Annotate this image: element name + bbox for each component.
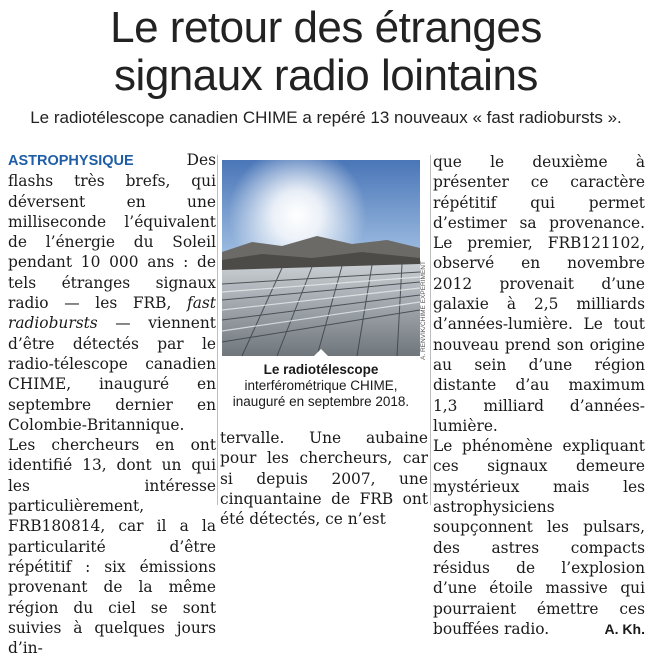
subhead: Le radiotélescope canadien CHIME a repéré 13 nouveaux « fast radiobursts ». xyxy=(30,108,622,127)
column-rule-1 xyxy=(217,155,218,505)
caption-line-3: inauguré en septembre 2018. xyxy=(232,394,410,409)
column-3 xyxy=(433,152,645,639)
kicker: ASTROPHYSIQUE xyxy=(8,153,134,169)
column-3-paragraph-2 xyxy=(433,436,645,639)
column-2 xyxy=(220,428,428,529)
photo-credit: A. RENVIK/CHIME EXPERIMENT xyxy=(420,261,427,360)
column-1-italic: fast radiobursts xyxy=(8,294,216,333)
signature: A. Kh. xyxy=(604,620,645,637)
caption-title: Le radiotélescope xyxy=(263,362,379,377)
column-1-text: Des flashs très brefs, qui déversent en une milliseconde l’équivalent de l’énergie du Soleil pendant 10 000 ans : de tels étranges signaux radio — les FRB, xyxy=(8,151,216,313)
column-1 xyxy=(8,150,216,658)
caption-line-2: interférométrique CHIME, xyxy=(244,378,398,393)
column-rule-2 xyxy=(430,155,431,505)
headline-line-1: Le retour des étranges xyxy=(110,3,542,52)
column-1-text-2: — viennent d’être détectés par le radio-télescope canadien CHIME, inauguré en septembre dernier en Colombie-Britannique. Les chercheurs en ont identifié 13, dont un qui les intéresse particulièrement, FRB180814, car il a la particularité d’être répétitif : six émissions provenant de la même région du ciel se sont suivies à quelques jours d’in- xyxy=(8,314,216,658)
column-3-paragraph-1: que le deuxième à présenter ce caractère répétitif qui permet d’estimer sa provenance. Le premier, FRB121102, observé en novembre 2012 provenait d’une galaxie à 2,5 milliards d’années-lumière. Le tout nouveau prend son origine au sein d’une région distante d’au maximum 1,3 milliard d’années-lumière. xyxy=(433,153,645,435)
column-2-text: tervalle. Une aubaine pour les chercheurs, car si depuis 2007, une cinquantaine de FRB ont été détectés, ce n’est xyxy=(220,429,428,529)
radiotelescope-photo xyxy=(222,160,420,356)
photo-caption xyxy=(222,362,420,410)
headline xyxy=(0,4,652,100)
column-3-paragraph-2-text: Le phénomène expliquant ces signaux demeure mystérieux mais les astrophysiciens soupçonnent les pulsars, des astres compacts résidus de l’explosion d’une étoile massive qui pourraient émettre ces bouffées radio. xyxy=(433,437,645,638)
photo-caret xyxy=(312,349,330,358)
headline-line-2: signaux radio lointains xyxy=(114,51,538,100)
